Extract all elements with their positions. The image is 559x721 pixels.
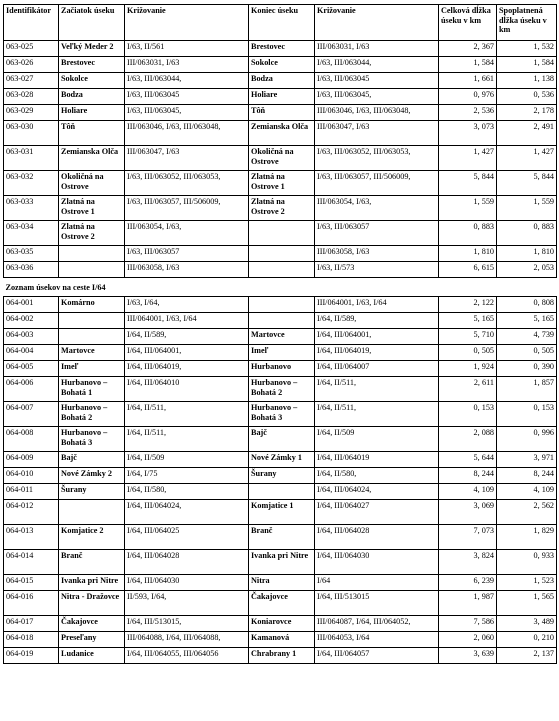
cell-crossing-end: III/064053, I/64 xyxy=(315,632,439,648)
cell-crossing-end: I/64, III/064027 xyxy=(315,500,439,525)
cell-total-length: 3, 639 xyxy=(439,648,497,664)
cell-paid-length: 4, 739 xyxy=(497,329,557,345)
cell-total-length: 4, 109 xyxy=(439,484,497,500)
cell-start: Šurany xyxy=(59,484,125,500)
cell-id: 064-006 xyxy=(4,377,59,402)
cell-end: Holiare xyxy=(249,89,315,105)
cell-id: 063-032 xyxy=(4,171,59,196)
cell-crossing-end: I/64, II/589, xyxy=(315,313,439,329)
cell-start: Bajč xyxy=(59,452,125,468)
cell-start: Branč xyxy=(59,550,125,575)
cell-crossing-start: I/63, III/063057, III/506009, xyxy=(125,196,249,221)
table-row xyxy=(4,525,557,550)
cell-paid-length: 0, 505 xyxy=(497,345,557,361)
cell-end: Hurbanovo – Bohatá 2 xyxy=(249,377,315,402)
cell-end xyxy=(249,313,315,329)
cell-total-length: 1, 924 xyxy=(439,361,497,377)
cell-start: Nové Zámky 2 xyxy=(59,468,125,484)
cell-end: Chrabrany 1 xyxy=(249,648,315,664)
cell-total-length: 2, 367 xyxy=(439,41,497,57)
cell-end: Imeľ xyxy=(249,345,315,361)
cell-end: Nové Zámky 1 xyxy=(249,452,315,468)
cell-end: Ivanka pri Nitre xyxy=(249,550,315,575)
cell-total-length: 1, 810 xyxy=(439,246,497,262)
cell-crossing-end: I/63, III/063045 xyxy=(315,73,439,89)
cell-paid-length: 0, 996 xyxy=(497,427,557,452)
cell-id: 064-011 xyxy=(4,484,59,500)
cell-start xyxy=(59,313,125,329)
header-end: Koniec úseku xyxy=(249,5,315,41)
cell-start: Sokolce xyxy=(59,73,125,89)
cell-paid-length: 0, 210 xyxy=(497,632,557,648)
table-header-row xyxy=(4,5,557,41)
cell-paid-length: 5, 165 xyxy=(497,313,557,329)
cell-id: 064-013 xyxy=(4,525,59,550)
cell-start: Ivanka pri Nitre xyxy=(59,575,125,591)
cell-crossing-start: III/063046, I/63, III/063048, xyxy=(125,121,249,146)
table-row xyxy=(4,121,557,146)
cell-crossing-end: I/64, III/064028 xyxy=(315,525,439,550)
cell-start: Hurbanovo – Bohatá 2 xyxy=(59,402,125,427)
cell-start: Nitra - Dražovce xyxy=(59,591,125,616)
cell-id: 064-001 xyxy=(4,297,59,313)
cell-end xyxy=(249,484,315,500)
cell-end: Zlatná na Ostrove 2 xyxy=(249,196,315,221)
table-row xyxy=(4,329,557,345)
cell-start: Imeľ xyxy=(59,361,125,377)
cell-paid-length: 2, 053 xyxy=(497,262,557,278)
cell-id: 064-010 xyxy=(4,468,59,484)
cell-crossing-start: I/63, III/063057 xyxy=(125,246,249,262)
table-row xyxy=(4,648,557,664)
cell-paid-length: 3, 971 xyxy=(497,452,557,468)
cell-total-length: 3, 073 xyxy=(439,121,497,146)
cell-end: Zemianska Olča xyxy=(249,121,315,146)
section-heading-row xyxy=(4,282,557,297)
cell-crossing-start: III/064088, I/64, III/064088, xyxy=(125,632,249,648)
cell-end: Sokolce xyxy=(249,57,315,73)
cell-paid-length: 2, 562 xyxy=(497,500,557,525)
cell-total-length: 5, 644 xyxy=(439,452,497,468)
cell-end: Čakajovce xyxy=(249,591,315,616)
table-row xyxy=(4,221,557,246)
cell-id: 064-005 xyxy=(4,361,59,377)
cell-crossing-start: I/63, III/063045 xyxy=(125,89,249,105)
cell-id: 064-007 xyxy=(4,402,59,427)
cell-start: Komárno xyxy=(59,297,125,313)
cell-crossing-end: III/063046, I/63, III/063048, xyxy=(315,105,439,121)
table-row xyxy=(4,632,557,648)
table-row xyxy=(4,196,557,221)
cell-crossing-end: III/063031, I/63 xyxy=(315,41,439,57)
cell-paid-length: 2, 137 xyxy=(497,648,557,664)
cell-end: Koniarovce xyxy=(249,616,315,632)
cell-paid-length: 0, 883 xyxy=(497,221,557,246)
cell-id: 063-033 xyxy=(4,196,59,221)
cell-crossing-start: I/64, II/589, xyxy=(125,329,249,345)
cell-paid-length: 0, 390 xyxy=(497,361,557,377)
cell-start: Brestovec xyxy=(59,57,125,73)
cell-id: 063-026 xyxy=(4,57,59,73)
cell-id: 063-028 xyxy=(4,89,59,105)
cell-total-length: 2, 088 xyxy=(439,427,497,452)
cell-end: Hurbanovo – Bohatá 3 xyxy=(249,402,315,427)
cell-end: Branč xyxy=(249,525,315,550)
cell-crossing-start: I/64, III/064001, xyxy=(125,345,249,361)
cell-crossing-start: III/063054, I/63, xyxy=(125,221,249,246)
cell-start: Hurbanovo – Bohatá 1 xyxy=(59,377,125,402)
cell-total-length: 0, 153 xyxy=(439,402,497,427)
cell-end: Komjatice 1 xyxy=(249,500,315,525)
cell-crossing-end: I/64, III/064030 xyxy=(315,550,439,575)
cell-total-length: 2, 536 xyxy=(439,105,497,121)
cell-id: 064-012 xyxy=(4,500,59,525)
cell-id: 064-008 xyxy=(4,427,59,452)
cell-crossing-end: I/64, III/064019 xyxy=(315,452,439,468)
road-sections-table xyxy=(3,4,557,664)
cell-paid-length: 1, 829 xyxy=(497,525,557,550)
table-row xyxy=(4,361,557,377)
table-row xyxy=(4,105,557,121)
cell-id: 064-016 xyxy=(4,591,59,616)
cell-paid-length: 1, 565 xyxy=(497,591,557,616)
table-row xyxy=(4,591,557,616)
cell-crossing-start: I/63, II/561 xyxy=(125,41,249,57)
cell-paid-length: 0, 933 xyxy=(497,550,557,575)
table-row xyxy=(4,616,557,632)
cell-start: Holiare xyxy=(59,105,125,121)
cell-end: Bodza xyxy=(249,73,315,89)
cell-start: Bodza xyxy=(59,89,125,105)
cell-paid-length: 1, 427 xyxy=(497,146,557,171)
cell-crossing-start: I/63, III/063052, III/063053, xyxy=(125,171,249,196)
cell-crossing-end: I/64, III/513015 xyxy=(315,591,439,616)
cell-id: 064-009 xyxy=(4,452,59,468)
cell-end xyxy=(249,297,315,313)
cell-crossing-end: III/064001, I/63, I/64 xyxy=(315,297,439,313)
cell-end: Šurany xyxy=(249,468,315,484)
cell-total-length: 0, 883 xyxy=(439,221,497,246)
cell-id: 064-003 xyxy=(4,329,59,345)
table-row xyxy=(4,57,557,73)
header-start: Začiatok úseku xyxy=(59,5,125,41)
cell-total-length: 1, 661 xyxy=(439,73,497,89)
cell-paid-length: 8, 244 xyxy=(497,468,557,484)
cell-crossing-end: III/063058, I/63 xyxy=(315,246,439,262)
cell-start: Tôň xyxy=(59,121,125,146)
cell-crossing-end: I/63, II/573 xyxy=(315,262,439,278)
cell-start: Zlatná na Ostrove 2 xyxy=(59,221,125,246)
table-row xyxy=(4,402,557,427)
cell-total-length: 2, 122 xyxy=(439,297,497,313)
table-row xyxy=(4,171,557,196)
document-page xyxy=(3,4,556,664)
cell-total-length: 2, 611 xyxy=(439,377,497,402)
cell-end xyxy=(249,262,315,278)
cell-total-length: 1, 987 xyxy=(439,591,497,616)
cell-end: Tôň xyxy=(249,105,315,121)
table-row xyxy=(4,89,557,105)
cell-start: Okoličná na Ostrove xyxy=(59,171,125,196)
cell-total-length: 5, 165 xyxy=(439,313,497,329)
cell-crossing-start: I/64, II/580, xyxy=(125,484,249,500)
cell-end: Okoličná na Ostrove xyxy=(249,146,315,171)
header-id: Identifikátor xyxy=(4,5,59,41)
cell-crossing-start: III/063031, I/63 xyxy=(125,57,249,73)
cell-id: 063-025 xyxy=(4,41,59,57)
table-row xyxy=(4,73,557,89)
cell-end: Nitra xyxy=(249,575,315,591)
cell-crossing-start: I/63, III/063044, xyxy=(125,73,249,89)
cell-total-length: 7, 073 xyxy=(439,525,497,550)
cell-id: 064-014 xyxy=(4,550,59,575)
cell-crossing-start: III/063058, I/63 xyxy=(125,262,249,278)
cell-paid-length: 1, 532 xyxy=(497,41,557,57)
cell-start: Ludanice xyxy=(59,648,125,664)
cell-start: Zlatná na Ostrove 1 xyxy=(59,196,125,221)
section-title: Zoznam úsekov na ceste I/64 xyxy=(5,283,106,292)
table-row xyxy=(4,246,557,262)
cell-crossing-end: I/64, III/064001, xyxy=(315,329,439,345)
cell-paid-length: 2, 491 xyxy=(497,121,557,146)
cell-crossing-end: I/64, II/511, xyxy=(315,402,439,427)
table-row xyxy=(4,427,557,452)
cell-crossing-end: I/63, III/063052, III/063053, xyxy=(315,146,439,171)
cell-paid-length: 1, 810 xyxy=(497,246,557,262)
cell-end: Zlatná na Ostrove 1 xyxy=(249,171,315,196)
cell-total-length: 0, 505 xyxy=(439,345,497,361)
cell-start xyxy=(59,329,125,345)
cell-start xyxy=(59,500,125,525)
cell-paid-length: 3, 489 xyxy=(497,616,557,632)
cell-id: 063-029 xyxy=(4,105,59,121)
cell-paid-length: 1, 138 xyxy=(497,73,557,89)
cell-crossing-start: III/064001, I/63, I/64 xyxy=(125,313,249,329)
cell-crossing-end: I/64, III/064019, xyxy=(315,345,439,361)
cell-id: 064-015 xyxy=(4,575,59,591)
cell-paid-length: 0, 153 xyxy=(497,402,557,427)
cell-total-length: 7, 586 xyxy=(439,616,497,632)
cell-total-length: 5, 710 xyxy=(439,329,497,345)
cell-end: Bajč xyxy=(249,427,315,452)
cell-crossing-start: I/64, III/064019, xyxy=(125,361,249,377)
table-row xyxy=(4,313,557,329)
cell-id: 064-017 xyxy=(4,616,59,632)
cell-total-length: 8, 244 xyxy=(439,468,497,484)
cell-id: 064-019 xyxy=(4,648,59,664)
header-crossing-end: Križovanie xyxy=(315,5,439,41)
table-row xyxy=(4,484,557,500)
cell-crossing-end: I/64 xyxy=(315,575,439,591)
cell-crossing-end: I/64, II/580, xyxy=(315,468,439,484)
cell-paid-length: 1, 559 xyxy=(497,196,557,221)
cell-crossing-start: I/64, III/064030 xyxy=(125,575,249,591)
cell-paid-length: 4, 109 xyxy=(497,484,557,500)
cell-crossing-end: I/64, II/509 xyxy=(315,427,439,452)
cell-paid-length: 2, 178 xyxy=(497,105,557,121)
cell-start: Preseľany xyxy=(59,632,125,648)
table-row xyxy=(4,146,557,171)
cell-crossing-end: I/64, III/064007 xyxy=(315,361,439,377)
cell-total-length: 6, 239 xyxy=(439,575,497,591)
cell-start: Veľký Meder 2 xyxy=(59,41,125,57)
cell-id: 063-027 xyxy=(4,73,59,89)
cell-crossing-start: II/593, I/64, xyxy=(125,591,249,616)
cell-id: 064-018 xyxy=(4,632,59,648)
cell-paid-length: 1, 523 xyxy=(497,575,557,591)
header-paid-length: Spoplatnená dĺžka úseku v km xyxy=(497,5,557,41)
header-total-length: Celková dĺžka úseku v km xyxy=(439,5,497,41)
cell-crossing-start: I/64, I/75 xyxy=(125,468,249,484)
cell-end: Martovce xyxy=(249,329,315,345)
cell-id: 063-030 xyxy=(4,121,59,146)
cell-total-length: 1, 427 xyxy=(439,146,497,171)
cell-total-length: 3, 824 xyxy=(439,550,497,575)
table-row xyxy=(4,500,557,525)
cell-total-length: 1, 559 xyxy=(439,196,497,221)
header-crossing-start: Križovanie xyxy=(125,5,249,41)
cell-end xyxy=(249,246,315,262)
cell-end: Hurbanovo xyxy=(249,361,315,377)
cell-crossing-start: I/64, II/509 xyxy=(125,452,249,468)
cell-crossing-end: I/64, II/511, xyxy=(315,377,439,402)
cell-end: Brestovec xyxy=(249,41,315,57)
cell-crossing-start: I/64, III/064010 xyxy=(125,377,249,402)
cell-crossing-start: I/64, II/511, xyxy=(125,402,249,427)
cell-id: 063-031 xyxy=(4,146,59,171)
cell-start xyxy=(59,246,125,262)
cell-crossing-start: I/64, III/513015, xyxy=(125,616,249,632)
cell-crossing-start: I/64, III/064024, xyxy=(125,500,249,525)
table-row xyxy=(4,262,557,278)
cell-crossing-end: I/63, III/063057, III/506009, xyxy=(315,171,439,196)
cell-crossing-end: I/63, III/063057 xyxy=(315,221,439,246)
cell-total-length: 0, 976 xyxy=(439,89,497,105)
cell-start xyxy=(59,262,125,278)
table-row xyxy=(4,377,557,402)
cell-paid-length: 1, 857 xyxy=(497,377,557,402)
cell-total-length: 6, 615 xyxy=(439,262,497,278)
cell-start: Hurbanovo – Bohatá 3 xyxy=(59,427,125,452)
table-row xyxy=(4,550,557,575)
cell-paid-length: 1, 584 xyxy=(497,57,557,73)
cell-paid-length: 0, 808 xyxy=(497,297,557,313)
cell-crossing-end: I/63, III/063044, xyxy=(315,57,439,73)
cell-start: Martovce xyxy=(59,345,125,361)
cell-crossing-start: I/64, III/064025 xyxy=(125,525,249,550)
cell-paid-length: 5, 844 xyxy=(497,171,557,196)
cell-crossing-end: III/064087, I/64, III/064052, xyxy=(315,616,439,632)
cell-crossing-start: III/063047, I/63 xyxy=(125,146,249,171)
cell-start: Čakajovce xyxy=(59,616,125,632)
table-row xyxy=(4,345,557,361)
cell-id: 064-002 xyxy=(4,313,59,329)
cell-id: 063-035 xyxy=(4,246,59,262)
cell-crossing-end: I/63, III/063045, xyxy=(315,89,439,105)
cell-crossing-start: I/64, II/511, xyxy=(125,427,249,452)
table-row xyxy=(4,41,557,57)
cell-crossing-end: III/063054, I/63, xyxy=(315,196,439,221)
cell-start: Zemianska Olča xyxy=(59,146,125,171)
cell-crossing-end: I/64, III/064057 xyxy=(315,648,439,664)
cell-crossing-start: I/64, III/064028 xyxy=(125,550,249,575)
cell-total-length: 5, 844 xyxy=(439,171,497,196)
cell-total-length: 3, 069 xyxy=(439,500,497,525)
cell-total-length: 1, 584 xyxy=(439,57,497,73)
table-row xyxy=(4,452,557,468)
cell-id: 063-034 xyxy=(4,221,59,246)
cell-start: Komjatice 2 xyxy=(59,525,125,550)
cell-id: 064-004 xyxy=(4,345,59,361)
cell-id: 063-036 xyxy=(4,262,59,278)
cell-crossing-start: I/63, I/64, xyxy=(125,297,249,313)
cell-paid-length: 0, 536 xyxy=(497,89,557,105)
cell-end: Kamanová xyxy=(249,632,315,648)
cell-crossing-start: I/64, III/064055, III/064056 xyxy=(125,648,249,664)
cell-total-length: 2, 060 xyxy=(439,632,497,648)
cell-end xyxy=(249,221,315,246)
table-row xyxy=(4,575,557,591)
cell-crossing-end: I/64, III/064024, xyxy=(315,484,439,500)
cell-crossing-end: III/063047, I/63 xyxy=(315,121,439,146)
cell-crossing-start: I/63, III/063045, xyxy=(125,105,249,121)
table-row xyxy=(4,297,557,313)
table-row xyxy=(4,468,557,484)
